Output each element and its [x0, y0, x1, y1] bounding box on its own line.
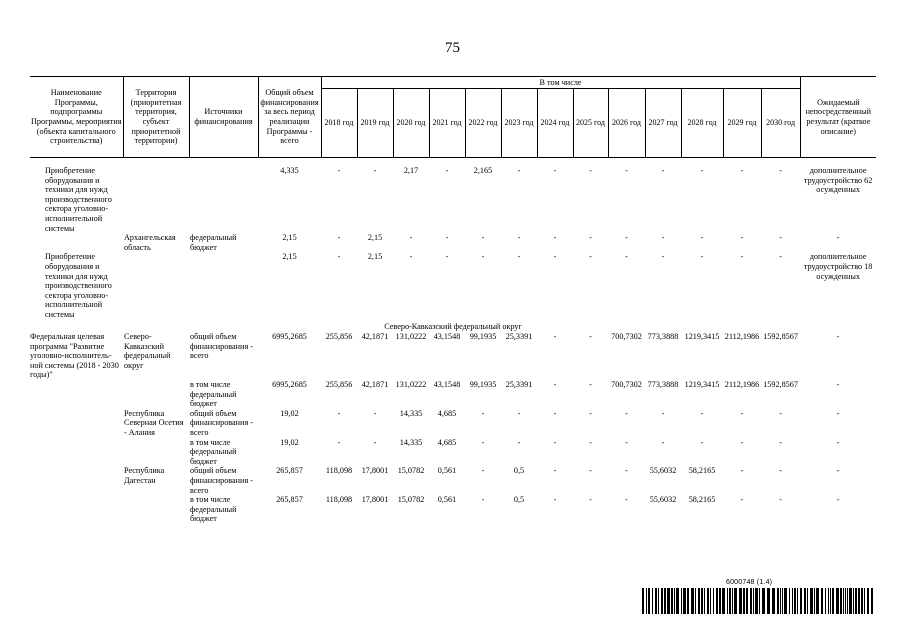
barcode-bar: [734, 588, 737, 614]
row-year-value: -: [625, 437, 628, 447]
row-year-value: 1219,3415: [684, 332, 720, 342]
row-total: 19,02: [280, 437, 299, 447]
row-year-value: -: [553, 380, 557, 390]
barcode-bar: [687, 588, 689, 614]
barcode-bar: [704, 588, 705, 614]
row-result: дополнительное трудоустройство 18 осужденных: [803, 252, 873, 281]
row-year-value: -: [779, 495, 782, 505]
row-year-value: 14,335: [399, 437, 423, 447]
barcode-bar: [840, 588, 842, 614]
row-result: -: [836, 466, 840, 476]
row-year-value: 58,2165: [688, 495, 716, 505]
row-year-value: -: [553, 252, 557, 262]
barcode-bar: [701, 588, 703, 614]
district-row: [30, 320, 876, 333]
row-year-value: -: [445, 233, 449, 243]
row-year-value: -: [589, 332, 592, 342]
row-year-value: 1219,3415: [684, 380, 720, 390]
barcode-bar: [861, 588, 863, 614]
row-total: 265,857: [276, 495, 303, 505]
barcode-bar: [871, 588, 873, 614]
row-result: -: [836, 437, 840, 447]
header-year: 2026 год: [608, 89, 645, 158]
row-territory: Республика Северная Осетия - Алания: [124, 408, 184, 438]
header-territory: Территория (приоритетная территория, субъект приоритетной территории): [123, 77, 189, 158]
barcode-bar: [676, 588, 679, 614]
row-year-value: -: [409, 252, 413, 262]
table-row: [30, 252, 876, 319]
row-year-value: -: [625, 252, 628, 262]
row-name: [30, 438, 123, 467]
barcode-number: 6000748 (1.4): [726, 579, 773, 586]
row-year-value: -: [661, 252, 665, 262]
barcode-bar: [759, 588, 760, 614]
row-source: [189, 252, 258, 319]
row-year-value: -: [625, 408, 628, 418]
spacer-cell: [30, 158, 876, 167]
row-year-value: -: [589, 437, 592, 447]
row-year-value: -: [625, 233, 628, 243]
barcode-bar: [681, 588, 682, 614]
row-year-value: -: [740, 495, 744, 505]
row-year-value: -: [740, 252, 744, 262]
row-name: [30, 380, 123, 409]
row-total: 2,15: [282, 252, 297, 262]
barcode-bar: [804, 588, 806, 614]
row-year-value: -: [337, 166, 341, 175]
barcode-bar: [832, 588, 834, 614]
row-year-value: -: [589, 408, 592, 418]
header-year: 2020 год: [393, 89, 429, 158]
row-source: федеральный бюджет: [190, 233, 237, 252]
barcode-bar: [762, 588, 765, 614]
barcode-bar: [853, 588, 854, 614]
header-year: 2019 год: [357, 89, 393, 158]
barcode-bar: [648, 588, 650, 614]
row-territory: [123, 438, 189, 467]
header-year: 2025 год: [573, 89, 608, 158]
barcode-bar: [816, 588, 819, 614]
barcode-bar: [713, 588, 714, 614]
row-year-value: 0,5: [513, 466, 525, 476]
row-year-value: 43,1548: [433, 380, 461, 390]
row-year-value: -: [779, 437, 782, 447]
barcode-bar: [858, 588, 860, 614]
row-year-value: -: [373, 408, 377, 418]
row-year-value: -: [740, 233, 744, 243]
barcode-bar: [800, 588, 802, 614]
row-year-value: -: [589, 252, 592, 262]
row-year-value: -: [409, 233, 413, 243]
table-row: [30, 332, 876, 380]
row-year-value: 17,8001: [361, 495, 389, 505]
barcode-bar: [739, 588, 742, 614]
row-year-value: 131,0222: [395, 380, 427, 390]
table-row: [30, 166, 876, 233]
row-result: дополнительное трудоустройство 62 осужденных: [803, 166, 873, 195]
row-year-value: -: [700, 252, 704, 262]
row-year-value: 2,15: [367, 252, 383, 262]
row-source: [189, 166, 258, 233]
row-year-value: 700,7302: [611, 332, 642, 342]
row-year-value: -: [589, 466, 592, 476]
row-year-value: -: [700, 437, 704, 447]
row-year-value: -: [553, 332, 557, 342]
row-year-value: 4,685: [437, 408, 457, 418]
header-year: 2021 год: [429, 89, 465, 158]
row-year-value: -: [481, 252, 485, 262]
barcode-bar: [807, 588, 808, 614]
row-year-value: -: [553, 233, 557, 243]
row-year-value: 773,3888: [647, 380, 679, 390]
row-year-value: 118,098: [325, 495, 353, 505]
row-year-value: -: [553, 408, 557, 418]
barcode-bar: [784, 588, 787, 614]
row-year-value: 2,165: [473, 166, 493, 175]
barcode-bar: [767, 588, 770, 614]
row-year-value: 99,1935: [469, 332, 497, 342]
row-year-value: -: [661, 166, 665, 175]
row-year-value: -: [589, 233, 592, 243]
barcode-bar: [695, 588, 696, 614]
row-year-value: -: [740, 408, 744, 418]
row-source: в том числе федеральный бюджет: [190, 437, 237, 466]
barcode-image: [642, 588, 874, 614]
row-name: [30, 495, 123, 524]
row-year-value: -: [337, 252, 341, 262]
row-year-value: -: [337, 437, 341, 447]
barcode-bar: [707, 588, 709, 614]
barcode-bar: [671, 588, 673, 614]
row-year-value: -: [779, 466, 782, 476]
barcode-bar: [642, 588, 644, 614]
barcode-bar: [732, 588, 733, 614]
row-source: в том числе федеральный бюджет: [190, 495, 237, 524]
row-year-value: -: [700, 233, 704, 243]
row-year-value: 15,0782: [397, 495, 425, 505]
barcode-bar: [772, 588, 775, 614]
row-source: общий объем финансирования - всего: [190, 332, 253, 361]
table-row: [30, 233, 876, 252]
barcode-bar: [727, 588, 728, 614]
row-source: общий объем финансирования - всего: [190, 466, 253, 495]
barcode-bar: [755, 588, 758, 614]
row-year-value: -: [481, 408, 485, 418]
row-year-value: 700,7302: [611, 380, 642, 390]
barcode-bar: [646, 588, 647, 614]
barcode-bar: [830, 588, 831, 614]
barcode-bar: [847, 588, 848, 614]
table-row: [30, 409, 876, 438]
row-year-value: 0,5: [513, 495, 525, 505]
barcode-bar: [836, 588, 839, 614]
row-year-value: -: [589, 166, 592, 175]
row-territory: Северо-Кавказский федеральный округ: [124, 332, 171, 370]
row-year-value: -: [481, 437, 485, 447]
row-year-value: -: [625, 495, 628, 505]
row-year-value: -: [481, 495, 485, 505]
row-total: 6995,2685: [272, 332, 307, 342]
row-result: -: [836, 495, 840, 505]
row-year-value: 25,3391: [505, 332, 533, 342]
row-territory: Архангельская область: [124, 233, 176, 252]
barcode-bar: [845, 588, 846, 614]
barcode-bar: [810, 588, 813, 614]
barcode-bar: [782, 588, 783, 614]
header-year: 2022 год: [465, 89, 501, 158]
barcode-bar: [814, 588, 815, 614]
row-year-value: 1592,8567: [763, 332, 798, 342]
row-year-value: -: [517, 252, 521, 262]
row-year-value: -: [779, 233, 782, 243]
row-year-value: 118,098: [325, 466, 353, 476]
row-year-value: -: [625, 166, 628, 175]
header-name: Наименование Программы, подпрограммы Программы, мероприятия (объекта капитального строительства): [30, 77, 123, 158]
barcode-bar: [746, 588, 748, 614]
row-year-value: -: [625, 466, 628, 476]
barcode-bar: [698, 588, 700, 614]
row-year-value: -: [779, 408, 782, 418]
row-year-value: 17,8001: [361, 466, 389, 476]
row-year-value: -: [445, 166, 449, 175]
row-year-value: 55,6032: [649, 495, 677, 505]
row-year-value: 131,0222: [395, 332, 427, 342]
row-territory: [123, 495, 189, 524]
barcode-bar: [710, 588, 711, 614]
financing-table: [30, 76, 876, 524]
header-year: 2029 год: [723, 89, 761, 158]
header-year: 2023 год: [501, 89, 537, 158]
barcode-bar: [828, 588, 829, 614]
barcode-bar: [797, 588, 798, 614]
row-year-value: 42,1871: [361, 332, 389, 342]
row-year-value: -: [517, 437, 521, 447]
row-result: -: [836, 233, 840, 243]
row-territory: [123, 252, 189, 319]
row-name: [30, 233, 123, 252]
row-year-value: 4,685: [437, 437, 457, 447]
row-name: Федеральная целевая программа "Развитие уголовно-исполнитель-ной системы (2018 - 2030 годы)": [30, 332, 119, 380]
row-year-value: -: [373, 437, 377, 447]
row-name: Приобретение оборудования и техники для нужд производственного сектора уголовно-исполнительной системы: [45, 252, 112, 319]
row-year-value: 2,15: [367, 233, 383, 243]
row-year-value: -: [661, 437, 665, 447]
barcode-bar: [683, 588, 686, 614]
row-year-value: 42,1871: [361, 380, 389, 390]
row-year-value: -: [661, 233, 665, 243]
row-year-value: -: [337, 408, 341, 418]
row-result: -: [836, 408, 840, 418]
barcode-bar: [753, 588, 754, 614]
row-year-value: -: [517, 408, 521, 418]
row-year-value: 55,6032: [649, 466, 677, 476]
row-year-value: 25,3391: [505, 380, 533, 390]
row-year-value: -: [661, 408, 665, 418]
row-territory: [123, 166, 189, 233]
barcode-bar: [719, 588, 721, 614]
row-year-value: 773,3888: [647, 332, 679, 342]
row-result: -: [836, 332, 840, 342]
row-year-value: -: [337, 233, 341, 243]
barcode-bar: [867, 588, 869, 614]
row-year-value: -: [779, 252, 782, 262]
barcode-bar: [777, 588, 779, 614]
header-total: Общий объем финансирования за весь период реализации Программы - всего: [258, 77, 321, 158]
row-source: в том числе федеральный бюджет: [190, 380, 237, 409]
row-total: 2,15: [282, 233, 297, 243]
header-year: 2018 год: [321, 89, 357, 158]
row-total: 19,02: [280, 408, 299, 418]
row-year-value: -: [373, 166, 377, 175]
barcode-bar: [716, 588, 718, 614]
barcode-bar: [674, 588, 675, 614]
row-year-value: -: [740, 437, 744, 447]
row-year-value: 0,561: [437, 495, 457, 505]
row-year-value: -: [589, 495, 592, 505]
table-row: [30, 466, 876, 495]
barcode-bar: [821, 588, 823, 614]
header-year: 2024 год: [537, 89, 573, 158]
row-year-value: 255,856: [325, 380, 353, 390]
row-year-value: -: [481, 466, 485, 476]
row-year-value: -: [445, 252, 449, 262]
row-year-value: -: [589, 380, 592, 390]
barcode-bar: [780, 588, 781, 614]
row-source: общий объем финансирования - всего: [190, 408, 253, 438]
row-year-value: 255,856: [325, 332, 353, 342]
spacer-row: [30, 158, 876, 167]
row-year-value: -: [700, 166, 704, 175]
header-result: Ожидаемый непосредственный результат (краткое описание): [800, 77, 876, 158]
row-year-value: -: [779, 166, 782, 175]
row-year-value: -: [481, 233, 485, 243]
row-year-value: -: [553, 466, 557, 476]
row-year-value: -: [553, 166, 557, 175]
barcode-bar: [655, 588, 657, 614]
barcode-bar: [652, 588, 653, 614]
row-year-value: 99,1935: [469, 380, 497, 390]
row-result: -: [836, 380, 840, 390]
barcode-bar: [667, 588, 670, 614]
row-year-value: 58,2165: [688, 466, 716, 476]
barcode-bar: [661, 588, 663, 614]
barcode-bar: [789, 588, 790, 614]
row-year-value: -: [740, 166, 744, 175]
row-total: 4,335: [280, 166, 299, 175]
barcode-bar: [864, 588, 865, 614]
row-year-value: 0,561: [437, 466, 457, 476]
barcode-bar: [658, 588, 659, 614]
row-name: [30, 409, 123, 438]
district-title: Северо-Кавказский федеральный округ: [384, 321, 522, 331]
row-year-value: -: [517, 233, 521, 243]
barcode-bar: [849, 588, 852, 614]
row-territory: Республика Дагестан: [124, 466, 165, 485]
table-row: [30, 438, 876, 467]
row-year-value: -: [700, 408, 704, 418]
barcode-bar: [792, 588, 793, 614]
row-year-value: 15,0782: [397, 466, 425, 476]
barcode-bar: [743, 588, 745, 614]
barcode-bar: [825, 588, 826, 614]
barcode-bar: [691, 588, 694, 614]
header-year: 2030 год: [761, 89, 800, 158]
barcode-bar: [664, 588, 666, 614]
barcode-bar: [843, 588, 844, 614]
page-number: 75: [445, 40, 460, 56]
table-row: [30, 380, 876, 409]
header-sources: Источники финансирования: [189, 77, 258, 158]
row-year-value: 2,17: [403, 166, 419, 175]
row-territory: [123, 380, 189, 409]
row-year-value: 14,335: [399, 408, 423, 418]
barcode-bar: [855, 588, 857, 614]
table-row: [30, 495, 876, 524]
row-year-value: 43,1548: [433, 332, 461, 342]
barcode-bar: [750, 588, 752, 614]
barcode-bar: [722, 588, 725, 614]
row-name: Приобретение оборудования и техники для нужд производственного сектора уголовно-исполнительной системы: [45, 166, 112, 233]
row-year-value: -: [740, 466, 744, 476]
row-year-value: 1592,8567: [763, 380, 798, 390]
row-year-value: -: [517, 166, 521, 175]
row-total: 265,857: [276, 466, 303, 476]
header-year: 2028 год: [681, 89, 723, 158]
header-including: В том числе: [321, 77, 800, 89]
header-year: 2027 год: [645, 89, 681, 158]
row-total: 6995,2685: [272, 380, 307, 390]
barcode-bar: [729, 588, 731, 614]
row-year-value: -: [553, 437, 557, 447]
row-year-value: -: [553, 495, 557, 505]
row-year-value: 2112,1986: [724, 380, 760, 390]
barcode-bar: [794, 588, 796, 614]
row-name: [30, 466, 123, 495]
row-year-value: 2112,1986: [724, 332, 760, 342]
